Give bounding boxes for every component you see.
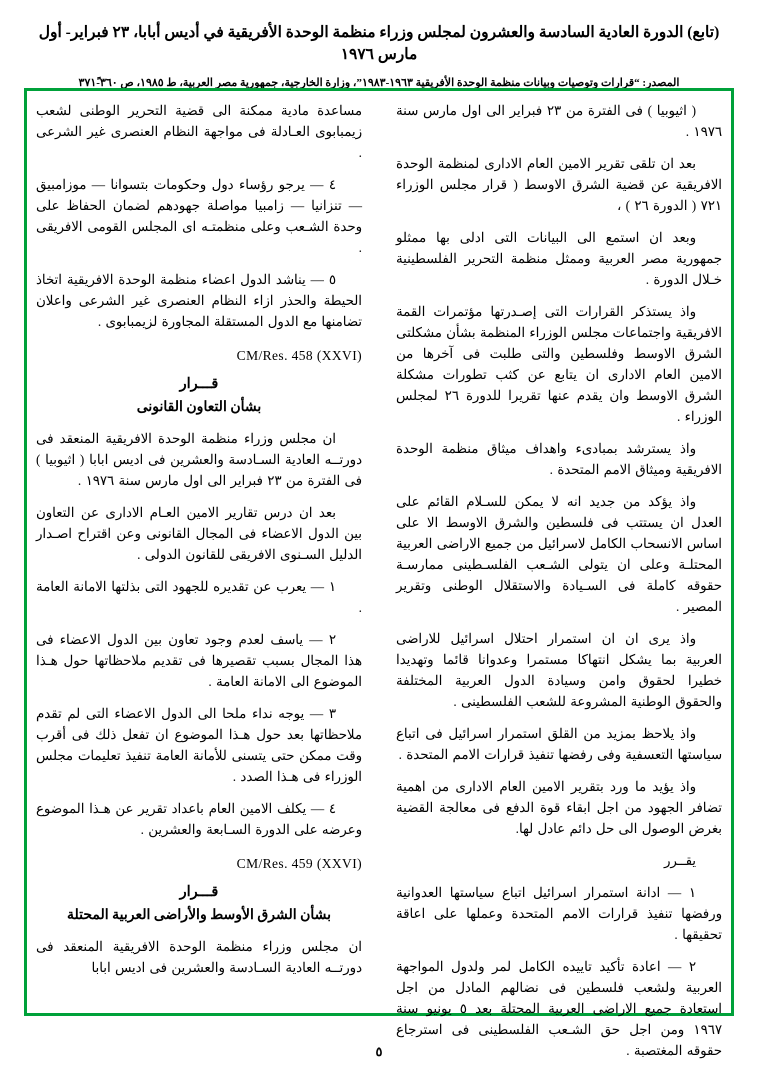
paragraph: واذ يلاحظ بمزيد من القلق استمرار اسرائيل فى اتباع سياستها التعسفية وفى رفضها تنفيذ قرارات الامم المتحدة . bbox=[396, 726, 722, 762]
page-title: (تابع) الدورة العادية السادسة والعشرون لمجلس وزراء منظمة الوحدة الأفريقية في أديس أبابا، ٢٣ فبراير- أول مارس ١٩٧٦ bbox=[38, 24, 720, 64]
paragraph: مساعدة مادية ممكنة الى قضية التحرير الوطنى لشعب زيمبابوى العـادلة فى مواجهة النظام العنصرى غير الشرعى . bbox=[36, 103, 362, 160]
numbered-item: ١ — يعرب عن تقديره للجهود التى بذلتها الامانة العامة . bbox=[36, 579, 362, 615]
numbered-item: ١ — ادانة استمرار اسرائيل اتباع سياستها العدوانية ورفضها تنفيذ قرارات الامم المتحدة وعملها على اعاقة تحقيقها . bbox=[396, 885, 722, 942]
numbered-item: ٥ — يناشد الدول اعضاء منظمة الوحدة الافريقية اتخاذ الحيطة والحذر ازاء النظام العنصرى غير الشرعى واعلان تضامنها مع الدول المستقلة المجاورة لزيمبابوى . bbox=[36, 272, 362, 329]
paragraph: ( اثيوبيا ) فى الفترة من ٢٣ فبراير الى اول مارس سنة ١٩٧٦ . bbox=[396, 103, 722, 139]
resolution-heading: قـــرار bbox=[179, 376, 219, 392]
resolution-subtitle: بشأن الشرق الأوسط والأراضى العربية المحتلة bbox=[66, 908, 332, 923]
paragraph: ان مجلس وزراء منظمة الوحدة الافريقية المنعقد فى دورتــه العادية السـادسة والعشرين فى اديس ابابا ( اثيوبيا ) فى الفترة من ٢٣ فبراير الى اول مارس سنة ١٩٧٦ . bbox=[36, 431, 362, 488]
resolution-number: CM/Res. 458 (XXVI) bbox=[236, 348, 362, 363]
paragraph: واذ يستذكر القرارات التى إصـدرتها مؤتمرات القمة الافريقية واجتماعات مجلس الوزراء المنظمة بشأن مشكلتى الشرق الاوسط وفلسطين والتى طلبت فى آخرها من الامين العام الادارى ان يتابع عن كثب تطورات مشكلة الشرق الاوسط وان يقدم عنها تقريرا للدورة ٢٦ لمجلس الوزراء . bbox=[396, 304, 722, 424]
two-column-body bbox=[36, 100, 722, 1058]
paragraph: واذ يؤكد من جديد انه لا يمكن للسـلام القائم على العدل ان يستتب فى فلسطين والشرق الاوسط الا على اساس الانسحاب الكامل لاسرائيل من جميع الاراضى العربية المحتلـة وعلى ان يتولى الشـعب الفلسـطينى ممارسـة حقوقه كاملة فى السـيادة والاستقلال الوطنى وتقرير المصير . bbox=[396, 494, 722, 614]
right-column bbox=[396, 100, 722, 1058]
left-column bbox=[36, 100, 362, 1004]
paragraph: واذ يسترشد بمبادىء واهداف ميثاق منظمة الوحدة الافريقية وميثاق الامم المتحدة . bbox=[396, 441, 722, 477]
paragraph-decides: يقــرر bbox=[664, 853, 696, 868]
paragraph: ان مجلس وزراء منظمة الوحدة الافريقية المنعقد فى دورتــه العادية السـادسة والعشرين فى اديس ابابا bbox=[36, 939, 362, 975]
page-number: ٥ bbox=[375, 1044, 383, 1059]
page-header bbox=[0, 0, 758, 91]
resolution-subtitle: بشأن التعاون القانونى bbox=[136, 400, 262, 415]
paragraph: بعد ان تلقى تقرير الامين العام الادارى لمنظمة الوحدة الافريقية عن قضية الشرق الاوسط ( قرار مجلس الوزراء ٧٢١ ( الدورة ٢٦ ) ، bbox=[396, 156, 722, 213]
paragraph: بعد ان درس تقارير الامين العـام الادارى عن التعاون بين الدول الاعضاء فى المجال القانونى وعن اقتراح اصـدار الدليل السـنوى الافريقى للقانون الدولى . bbox=[36, 505, 362, 562]
paragraph: وبعد ان استمع الى البيانات التى ادلى بها ممثلو جمهورية مصر العربية وممثل منظمة التحرير الفلسطينية خـلال الدورة . bbox=[396, 230, 722, 287]
numbered-item: ٣ — يوجه نداء ملحا الى الدول الاعضاء التى لم تقدم ملاحظاتها بعد حول هـذا الموضوع ان تفعل ذلك فى أقرب وقت ممكن حتى يتسنى للأمانة العامة تنفيذ تعليمات مجلس الوزراء فى هـذا الصدد . bbox=[36, 706, 362, 784]
numbered-item: ٤ — يرجو رؤساء دول وحكومات بتسوانا — موزامبيق — تنزانيا — زامبيا مواصلة جهودهم لضمان الحفاظ على وحدة الشـعب وعلى منظمتـه اى المجلس القومى الافريقى . bbox=[36, 177, 362, 255]
numbered-item: ٢ — اعادة تأكيد تاييده الكامل لمر ولدول المواجهة العربية ولشعب فلسطين فى نضالهم المادل من اجل استعادة جميع الاراضى العربية المحتلة بعد ٥ يونيو سنة ١٩٦٧ ومن اجل حق الشـعب الفلسطينى فى استرجاع حقوقه المغتصبة . bbox=[396, 959, 722, 1058]
paragraph: واذ يؤيد ما ورد بتقرير الامين العام الادارى من اهمية تضافر الجهود من اجل ابقاء قوة الدفع فى معالجة القضية بغرض الوصول الى حل دائم عادل لها. bbox=[396, 779, 722, 836]
numbered-item: ٢ — ياسف لعدم وجود تعاون بين الدول الاعضاء فى هذا المجال بسبب تقصيرها فى تقديم ملاحظاتها حول هـذا الموضوع الى الامانة العامة . bbox=[36, 632, 362, 689]
source-line: المصدر: “قرارات وتوصيات وبيانات منظمة الوحدة الأفريقية ١٩٦٣-١٩٨٣”، وزارة الخارجية، جمهورية مصر العربية، ط ١٩٨٥، ص ٣٦٠-٣٧١ً bbox=[78, 76, 680, 89]
numbered-item: ٤ — يكلف الامين العام باعداد تقرير عن هـذا الموضوع وعرضه على الدورة السـابعة والعشرين . bbox=[36, 801, 362, 837]
resolution-heading: قـــرار bbox=[179, 884, 219, 900]
paragraph: واذ يرى ان ان استمرار احتلال اسرائيل للاراضى العربية بما يشكل انتهاكا مستمرا وعدوانا قائما وتهديدا خطيرا لحقوق وامن وسيادة الدول العربية المختلفة والحقوق الوطنية المشروعة للشعب الفلسطينى . bbox=[396, 631, 722, 709]
resolution-number: CM/Res. 459 (XXVI) bbox=[236, 856, 362, 871]
